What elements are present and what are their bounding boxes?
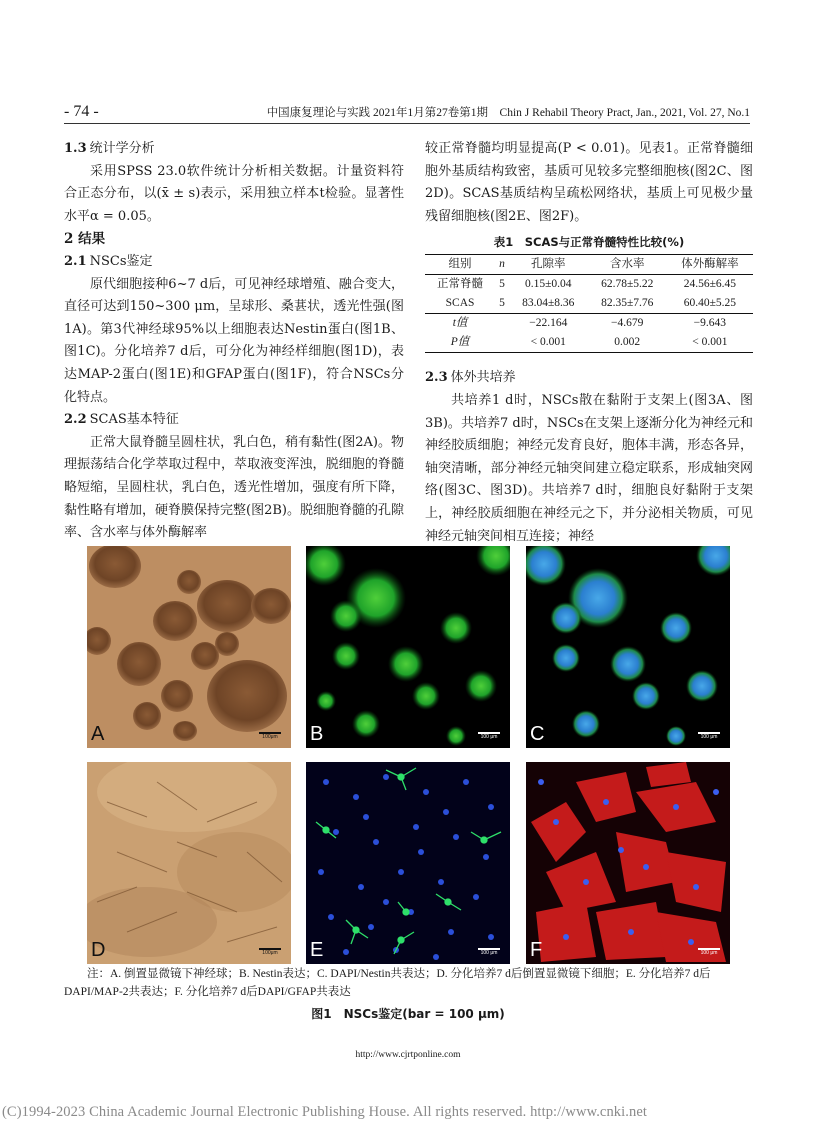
dapi-nestin-merged-image [526,546,730,748]
dapi-map2-merged-image [306,762,510,964]
section-2-2-heading: 2.2 SCAS基本特征 [64,412,179,428]
differentiated-cells-brightfield-image [87,762,291,964]
section-1-3-text: 采用SPSS 23.0软件统计分析相关数据。计量资料符合正态分布，以(x̄ ± s)表示，采用独立样本t检验。显著性水平α = 0.05。 [64,163,404,224]
header-rule [64,123,750,124]
scale-bar-f: 100 μm [698,948,720,958]
section-2-1-text: 原代细胞接种6~7 d后，可见神经球增殖、融合变大，直径可达到150~300 μm，呈球形、桑葚状，透光性强(图1A)。第3代神经球95%以上细胞表达Nestin蛋白(图1B、图1C)。分化培养7 d后，可分化为神经样细胞(图1D)，表达MAP-2蛋白(图1E)和GFAP蛋白(图1F)，符合NSCs分化特点。 [64,276,404,405]
scale-bar-c: 100 μm [698,732,720,742]
section-2-1-heading: 2.1 NSCs鉴定 [64,253,153,269]
figure-panel-d [87,762,291,964]
copyright-notice: (C)1994-2023 China Academic Journal Electronic Publishing House. All rights reserved. http://www.cnki.net [2,1104,648,1120]
panel-label-b: B [310,723,324,745]
figure-1-caption: 图1 NSCs鉴定(bar = 100 μm) [311,1007,505,1021]
table-row: P值 < 0.001 0.002 < 0.001 [425,333,753,353]
panel-label-d: D [91,939,106,961]
figure-panel-e [306,762,510,964]
journal-header: 中国康复理论与实践 2021年1月第27卷第1期 Chin J Rehabil Theory Pract, Jan., 2021, Vol. 27, No.1 [266,107,750,119]
table-row: t值 −22.164 −4.679 −9.643 [425,314,753,334]
figure-panel-c [526,546,730,748]
scale-bar-d: 100μm [259,948,281,958]
section-2-2-text: 正常大鼠脊髓呈圆柱状，乳白色，稍有黏性(图2A)。物理振荡结合化学萃取过程中，萃取液变浑浊，脱细胞的脊髓略短缩，呈圆柱状，乳白色，透光性增加，强度有所下降，黏性略有增加，硬脊膜保持完整(图2B)。脱细胞脊髓的孔隙率、含水率与体外酶解率 [64,434,404,541]
figure-panel-f [526,762,730,964]
figure-panel-b [306,546,510,748]
table-row: 正常脊髓 5 0.15±0.04 62.78±5.22 24.56±6.45 [437,278,737,291]
figure-panel-a [87,546,291,748]
section-2-2-continued: 较正常脊髓均明显提高(P < 0.01)。见表1。正常脊髓细胞外基质结构致密，基质可见较多完整细胞核(图2C、图2D)。SCAS基质结构呈疏松网络状，基质上可见极少量残留细胞核(图2E、图2F)。 [425,141,753,224]
section-2-3-text: 共培养1 d时，NSCs散在黏附于支架上(图3A、图3B)。共培养7 d时，NSCs在支架上逐渐分化为神经元和神经胶质细胞；神经元发育良好，胞体丰满，形态各异，轴突清晰，部分神经元轴突间建立稳定联系，形成轴突网络(图3C、图3D)。共培养7 d时，细胞良好黏附于支架上，神经胶质细胞在神经元之下，并分泌相关物质，可见神经元轴突间相互连接；神经 [425,392,753,544]
journal-url: http://www.cjrtponline.com [355,1050,461,1060]
table-row: SCAS 5 83.04±8.36 82.35±7.76 60.40±5.25 [445,297,737,310]
table-1-title: 表1 SCAS与正常脊髓特性比较(%) [493,235,685,250]
right-column [425,138,753,548]
nestin-fluorescence-image [306,546,510,748]
scale-bar-b: 100 μm [478,732,500,742]
neurosphere-brightfield-image [87,546,291,748]
section-2-3-heading: 2.3 体外共培养 [425,370,516,386]
scale-bar-e: 100 μm [478,948,500,958]
scale-bar-a: 100μm [259,732,281,742]
panel-label-f: F [530,939,543,961]
panel-label-c: C [530,723,545,745]
page-number: - 74 - [64,103,99,120]
table-1 [425,254,753,353]
left-column [64,138,404,545]
section-1-3-heading: 1.3 统计学分析 [64,141,155,156]
panel-label-a: A [91,723,105,745]
section-2-heading: 2 结果 [64,231,106,248]
dapi-gfap-merged-image [526,762,730,964]
figure-1-note: 注：A. 倒置显微镜下神经球；B. Nestin表达；C. DAPI/Nestin共表达；D. 分化培养7 d后倒置显微镜下细胞；E. 分化培养7 d后DAPI/MAP-2共表达；F. 分化培养7 d后DAPI/GFAP共表达 [64,968,711,998]
table-header-row: 组别 n 孔隙率 含水率 体外酶解率 [425,255,753,275]
panel-label-e: E [310,939,324,961]
